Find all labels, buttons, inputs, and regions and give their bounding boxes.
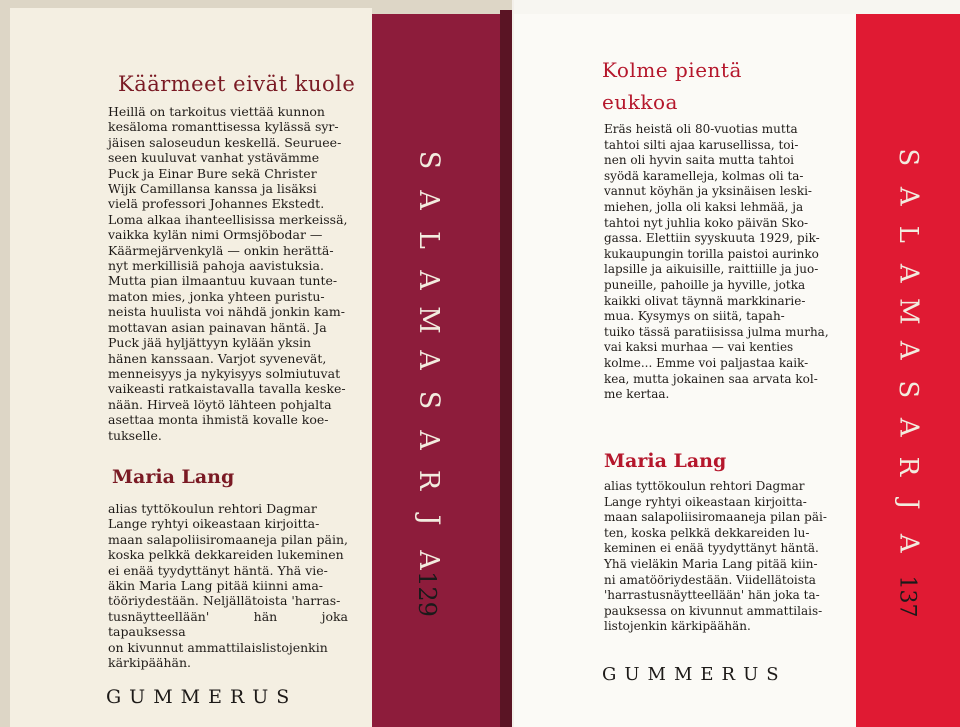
left-book-title: Käärmeet eivät kuole bbox=[118, 72, 356, 96]
spine-letter: L bbox=[893, 225, 924, 244]
left-spine-edge bbox=[500, 10, 512, 727]
right-book-title-line2: eukkoa bbox=[602, 90, 678, 114]
right-author-name: Maria Lang bbox=[604, 450, 727, 472]
left-publisher: GUMMERUS bbox=[106, 686, 298, 708]
spine-letter: A bbox=[413, 550, 444, 570]
left-spine-series-title bbox=[406, 140, 450, 580]
right-book-spine bbox=[856, 14, 960, 727]
left-back-cover-page bbox=[10, 8, 372, 727]
right-book-blurb: Eräs heistä oli 80-vuotias mutta tahtoi silti ajaa karusellissa, toi- nen oli hyvin saita mutta tahtoi syödä karamelleja, kolmas oli ta- vannut köyhän ja yksinäisen leski- miehen, jolla oli kaksi lehmää, ja tahtoi nyt juhlia koko päivän Sko- gassa. Elettiin syyskuuta 1929, pik- kukaupungin torilla paistoi aurinko lapsille ja aikuisille, raittiille ja juo- puneille, pahoille ja hyville, jotka kaikki olivat täynnä markkinarie- mua. Kysymys on siitä, tapah- tuiko tässä paratiisissa julma murha, vai kaksi murhaa — vai kenties kolme... Emme voi paljastaa kaik- kea, mutta jokainen saa arvata kol- me kertaa. bbox=[604, 122, 829, 402]
spine-letter: A bbox=[413, 350, 444, 370]
spine-letter: M bbox=[413, 306, 444, 334]
spine-letter: S bbox=[893, 148, 924, 167]
left-author-bio: alias tyttökoulun rehtori Dagmar Lange ryhtyi oikeastaan kirjoitta- maan salapoliisiromaaneja pilan päin, koska pelkkä dekkareiden lukeminen ei enää tyydyttänyt häntä. Yhä vie- äkin Maria Lang pitää kiinni ama- tööriydestään. Neljällätoista 'harras- tusnäytteellään' hän joka tapauksessa on kivunnut ammattilaislistojenkin kärkipäähän. bbox=[108, 501, 348, 671]
right-book-title-line1: Kolme pientä bbox=[602, 58, 742, 82]
right-author-bio: alias tyttökoulun rehtori Dagmar Lange ryhtyi oikeastaan kirjoitta- maan salapoliisiromaaneja pilan päi- ten, koska pelkkä dekkareiden lu- keminen ei enää tyydyttänyt häntä. Yhä vieläkin Maria Lang pitää kiin- ni amatööriydestään. Viidellätoista 'harrastusnäytteellään' hän joka ta- pauksessa on kivunnut ammattilais- listojenkin kärkipäähän. bbox=[604, 479, 827, 634]
spine-letter: A bbox=[413, 190, 444, 210]
spine-letter: R bbox=[413, 469, 444, 491]
right-publisher: GUMMERUS bbox=[602, 664, 787, 685]
spine-letter: A bbox=[413, 270, 444, 290]
left-book-spine bbox=[372, 14, 502, 727]
spine-letter: S bbox=[893, 379, 924, 398]
right-spine-series-title bbox=[888, 138, 928, 563]
spine-letter: S bbox=[413, 150, 444, 170]
right-book-back-cover bbox=[514, 0, 960, 727]
spine-letter: R bbox=[893, 456, 924, 476]
spine-letter: A bbox=[413, 430, 444, 450]
spine-letter: J bbox=[893, 499, 924, 510]
spine-letter: M bbox=[893, 298, 924, 325]
spine-letter: A bbox=[893, 263, 924, 283]
spine-letter: J bbox=[412, 514, 444, 526]
right-series-number: 137 bbox=[894, 575, 920, 618]
left-author-name: Maria Lang bbox=[112, 466, 235, 488]
spine-letter: A bbox=[893, 418, 924, 437]
spine-letter: A bbox=[893, 186, 924, 206]
left-series-number: 129 bbox=[412, 571, 441, 617]
left-book-blurb: Heillä on tarkoitus viettää kunnon kesäloma romanttisessa kylässä syr- jäisen saloseudun keskellä. Seuruee- seen kuuluvat vanhat ystävämme Puck ja Einar Bure sekä Christer Wijk Camillansa kanssa ja lisäksi vielä professori Johannes Ekstedt. Loma alkaa ihanteellisissa merkeissä, vaikka kylän nimi Ormsjöbodar — Käärmejärvenkylä — onkin herättä- nyt merkillisiä pahoja aavistuksia. Mutta pian ilmaantuu kuvaan tunte- maton mies, jonka yhteen puristu- neista huulista voi nähdä jonkin kam- mottavan asian painavan häntä. Ja Puck jää hyljättyyn kylään yksin hänen kanssaan. Varjot syvenevät, menneisyys ja nykyisyys solmiutuvat vaikeasti ratkaistavalla tavalla keske- nään. Hirveä löytö lähteen pohjalta asettaa monta ihmistä kovalle koe- tukselle. bbox=[108, 104, 348, 443]
spine-letter: L bbox=[413, 231, 444, 249]
spine-letter: S bbox=[413, 390, 444, 410]
spine-letter: A bbox=[893, 340, 924, 360]
right-back-cover-page bbox=[514, 14, 856, 727]
spine-letter: A bbox=[893, 533, 924, 553]
